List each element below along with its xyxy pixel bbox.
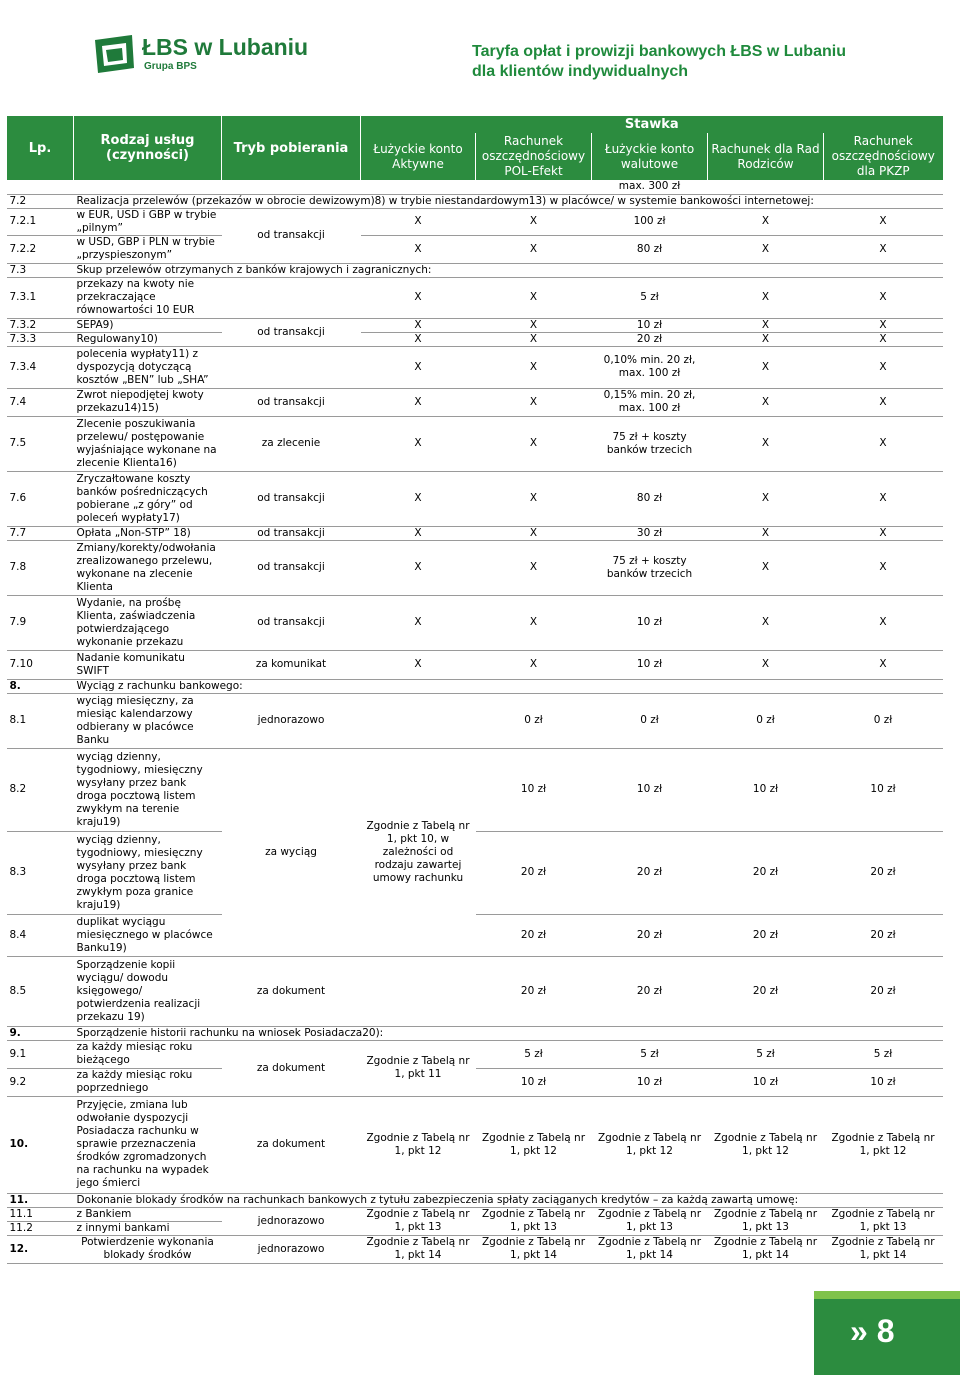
cell-value: X: [708, 235, 824, 263]
cell-value: 10 zł: [476, 1068, 592, 1096]
row-mode: jednorazowo: [222, 1235, 361, 1263]
cell-value: 80 zł: [592, 471, 708, 526]
page-number-box: [814, 1291, 960, 1375]
row-mode: jednorazowo: [222, 1207, 361, 1235]
cell-value: Zgodnie z Tabelą nr 1, pkt 12: [708, 1096, 824, 1193]
cell-value: 20 zł: [824, 831, 943, 914]
table-row: [7, 1207, 943, 1221]
cell-value: Zgodnie z Tabelą nr 1, pkt 14: [592, 1235, 708, 1263]
cell-value: X: [476, 388, 592, 416]
cell-value: X: [824, 332, 943, 346]
cell-value: X: [824, 346, 943, 388]
row-lp: 7.2.2: [7, 235, 74, 263]
cell-value: 10 zł: [824, 748, 943, 831]
table-row: [7, 956, 943, 1026]
cell-value: Zgodnie z Tabelą nr 1, pkt 13: [476, 1207, 592, 1235]
cell-value: 100 zł: [592, 208, 708, 235]
row-name: Zwrot niepodjętej kwoty przekazu14)15): [74, 388, 222, 416]
row-name: Zryczałtowane koszty banków pośredniczących pobierane „z góry” od poleceń wypłaty17): [74, 471, 222, 526]
section-row: [7, 679, 943, 693]
cell-value: X: [361, 388, 476, 416]
cell-value: 10 zł: [592, 595, 708, 650]
bank-logo-icon: [92, 32, 138, 76]
cell-value: 10 zł: [708, 1068, 824, 1096]
cell-value: 5 zł: [592, 277, 708, 318]
cell-value: X: [361, 416, 476, 471]
cell-value: X: [361, 332, 476, 346]
cell-value: X: [708, 332, 824, 346]
row-lp: 11.2: [7, 1221, 74, 1235]
row-name: wyciąg dzienny, tygodniowy, miesięczny wysyłany przez bank droga pocztową listem zwykłym na terenie kraju19): [74, 748, 222, 831]
cell-value: 20 zł: [708, 956, 824, 1026]
table-row: [7, 693, 943, 748]
cell-value: 75 zł + koszty banków trzecich: [592, 540, 708, 595]
cell-value: X: [361, 471, 476, 526]
cell-value: X: [361, 540, 476, 595]
cell-value: 5 zł: [476, 1040, 592, 1068]
cell-value: X: [476, 595, 592, 650]
cell-value: 0,15% min. 20 zł, max. 100 zł: [592, 388, 708, 416]
cell-value: X: [824, 416, 943, 471]
brand-group: Grupa BPS: [144, 61, 197, 72]
cell-value: 20 zł: [592, 831, 708, 914]
row-lp: 7.10: [7, 650, 74, 679]
cell-value: X: [708, 471, 824, 526]
row-lp: 9.: [7, 1026, 74, 1040]
cell-value: 20 zł: [476, 956, 592, 1026]
cell-value: 5 zł: [592, 1040, 708, 1068]
cell-value: 20 zł: [592, 332, 708, 346]
cell-value: 0 zł: [708, 693, 824, 748]
header-col-4: Rachunek dla Rad Rodziców: [708, 133, 824, 180]
page-number: » 8: [850, 1313, 895, 1349]
cell-value: 75 zł + koszty banków trzecich: [592, 416, 708, 471]
cell-value: X: [361, 595, 476, 650]
row-lp: 11.1: [7, 1207, 74, 1221]
cell-value: 80 zł: [592, 235, 708, 263]
cell-value: X: [824, 526, 943, 540]
cell-value: X: [708, 416, 824, 471]
cell-value: Zgodnie z Tabelą nr 1, pkt 14: [361, 1235, 476, 1263]
table-row: [7, 471, 943, 526]
cell-value: 10 zł: [592, 748, 708, 831]
section-title: Sporządzenie historii rachunku na wniosek Posiadacza20):: [74, 1026, 943, 1040]
cell-value: Zgodnie z Tabelą nr 1, pkt 13: [824, 1207, 943, 1235]
cell-value: X: [708, 277, 824, 318]
row-lp: 7.8: [7, 540, 74, 595]
table-row: [7, 1096, 943, 1193]
cell-value: X: [824, 235, 943, 263]
row-lp: 7.2: [7, 194, 74, 208]
cell-value: X: [361, 235, 476, 263]
cell-value: 10 zł: [824, 1068, 943, 1096]
cell-value: X: [708, 388, 824, 416]
section-row: [7, 263, 943, 277]
row-name: SEPA9): [74, 318, 222, 332]
row-lp: 8.5: [7, 956, 74, 1026]
cell-value: X: [708, 346, 824, 388]
row-name: Opłata „Non-STP” 18): [74, 526, 222, 540]
row-mode: od transakcji: [222, 471, 361, 526]
title-line-1: Taryfa opłat i prowizji bankowych ŁBS w Lubaniu: [472, 43, 846, 60]
row-lp: 7.5: [7, 416, 74, 471]
header-stawka: Stawka: [361, 116, 943, 133]
row-lp: 12.: [7, 1235, 74, 1263]
cell-value: 20 zł: [708, 914, 824, 956]
cell-value: Zgodnie z Tabelą nr 1, pkt 14: [476, 1235, 592, 1263]
cell-value: X: [708, 526, 824, 540]
table-row: [7, 748, 943, 831]
table-row: [7, 650, 943, 679]
cell-value: X: [361, 526, 476, 540]
table-row: [7, 318, 943, 332]
cell-value: Zgodnie z Tabelą nr 1, pkt 14: [824, 1235, 943, 1263]
cell-value: 0,10% min. 20 zł, max. 100 zł: [592, 346, 708, 388]
table-row: [7, 595, 943, 650]
table-row: [7, 540, 943, 595]
row-name: za każdy miesiąc roku bieżącego: [74, 1040, 222, 1068]
header-col-5: Rachunek oszczędnościowy dla PKZP: [824, 133, 943, 180]
header-col-3: Łużyckie konto walutowe: [592, 133, 708, 180]
row-name: z innymi bankami: [74, 1221, 222, 1235]
table-row: [7, 346, 943, 388]
row-lp: 7.3.3: [7, 332, 74, 346]
row-name: Przyjęcie, zmiana lub odwołanie dyspozycji Posiadacza rachunku w sprawie przeznaczenia środków zgromadzonych na rachunku na wypadek jego śmierci: [74, 1096, 222, 1193]
section-title: Realizacja przelewów (przekazów w obrocie dewizowym)8) w trybie niestandardowym13) w placówce/ w systemie bankowości internetowej:: [74, 194, 943, 208]
section-title: Wyciąg z rachunku bankowego:: [74, 679, 943, 693]
cell-value: X: [476, 540, 592, 595]
section-title: Dokonanie blokady środków na rachunkach bankowych z tytułu zabezpieczenia spłaty zaciąganych kredytów – za każdą zawartą umowę:: [74, 1193, 943, 1207]
row-name: Nadanie komunikatu SWIFT: [74, 650, 222, 679]
cell-value: 20 zł: [592, 914, 708, 956]
row-name: przekazy na kwoty nie przekraczające równowartości 10 EUR: [74, 277, 222, 318]
row-lp: 7.2.1: [7, 208, 74, 235]
header-lp: Lp.: [7, 116, 74, 180]
row-name: z Bankiem: [74, 1207, 222, 1221]
title-line-2: dla klientów indywidualnych: [472, 63, 689, 80]
table-row: [7, 332, 943, 346]
cell-value: X: [476, 235, 592, 263]
table-row: [7, 416, 943, 471]
row-lp: 8.1: [7, 693, 74, 748]
row-mode: od transakcji: [222, 388, 361, 416]
section-row: [7, 1026, 943, 1040]
cell-value: Zgodnie z Tabelą nr 1, pkt 13: [708, 1207, 824, 1235]
header-col-1: Łużyckie konto Aktywne: [361, 133, 476, 180]
cell-value: Zgodnie z Tabelą nr 1, pkt 10, w zależności od rodzaju zawartej umowy rachunku: [361, 748, 476, 956]
cell-value: 20 zł: [592, 956, 708, 1026]
tariff-table: [6, 116, 943, 1264]
row-lp: 7.3.2: [7, 318, 74, 332]
document-title: [472, 42, 846, 82]
cell-value: X: [476, 332, 592, 346]
table-row: [7, 526, 943, 540]
row-name: Sporządzenie kopii wyciągu/ dowodu księgowego/ potwierdzenia realizacji przekazu 19): [74, 956, 222, 1026]
row-mode: od transakcji: [222, 208, 361, 263]
cell-value: Zgodnie z Tabelą nr 1, pkt 12: [592, 1096, 708, 1193]
row-mode: za zlecenie: [222, 416, 361, 471]
row-lp: 7.3: [7, 263, 74, 277]
row-lp: 8.4: [7, 914, 74, 956]
row-name: Zmiany/korekty/odwołania zrealizowanego przelewu, wykonane na zlecenie Klienta: [74, 540, 222, 595]
row-mode: za dokument: [222, 1096, 361, 1193]
brand-name: ŁBS w Lubaniu: [142, 34, 309, 60]
row-mode: za komunikat: [222, 650, 361, 679]
row-name: Zlecenie poszukiwania przelewu/ postępowanie wyjaśniające wykonane na zlecenie Klienta16): [74, 416, 222, 471]
cell-value: 20 zł: [824, 914, 943, 956]
row-mode: jednorazowo: [222, 693, 361, 748]
section-row: [7, 194, 943, 208]
cell-value: X: [361, 208, 476, 235]
page-box-accent: [814, 1291, 960, 1299]
cell-value: 10 zł: [592, 1068, 708, 1096]
cell-value: X: [476, 208, 592, 235]
cell-value: Zgodnie z Tabelą nr 1, pkt 12: [476, 1096, 592, 1193]
cell-value: X: [476, 416, 592, 471]
row-lp: 7.4: [7, 388, 74, 416]
cell-value: Zgodnie z Tabelą nr 1, pkt 12: [361, 1096, 476, 1193]
cell-value: 10 zł: [708, 748, 824, 831]
cell-value: 0 zł: [476, 693, 592, 748]
cell-value: 10 zł: [592, 318, 708, 332]
header-rodzaj: Rodzaj usług (czynności): [74, 116, 222, 180]
cell-value: 20 zł: [476, 831, 592, 914]
cell-value: 30 zł: [592, 526, 708, 540]
table-row: [7, 180, 943, 194]
table-row: [7, 235, 943, 263]
cell-value: X: [824, 318, 943, 332]
row-name: Regulowany10): [74, 332, 222, 346]
row-lp: 7.3.4: [7, 346, 74, 388]
cell-value: Zgodnie z Tabelą nr 1, pkt 13: [592, 1207, 708, 1235]
section-title: Skup przelewów otrzymanych z banków krajowych i zagranicznych:: [74, 263, 943, 277]
row-name: Wydanie, na prośbę Klienta, zaświadczenia potwierdzającego wykonanie przekazu: [74, 595, 222, 650]
row-lp: 11.: [7, 1193, 74, 1207]
row-mode: od transakcji: [222, 526, 361, 540]
cell-value: X: [476, 277, 592, 318]
cell-value: max. 300 zł: [592, 180, 708, 194]
cell-value: X: [476, 526, 592, 540]
cell-value: X: [708, 318, 824, 332]
cell-value: X: [708, 650, 824, 679]
brand-logo: [92, 32, 312, 76]
table-row: [7, 208, 943, 235]
cell-value: X: [476, 650, 592, 679]
cell-value: X: [476, 471, 592, 526]
cell-value: X: [824, 595, 943, 650]
cell-value: X: [824, 471, 943, 526]
row-mode: za wyciąg: [222, 748, 361, 956]
cell-value: X: [476, 346, 592, 388]
table-row: [7, 277, 943, 318]
cell-value: 0 zł: [592, 693, 708, 748]
row-lp: 8.2: [7, 748, 74, 831]
cell-value: 5 zł: [824, 1040, 943, 1068]
row-lp: 8.3: [7, 831, 74, 914]
cell-value: X: [824, 540, 943, 595]
cell-value: X: [476, 318, 592, 332]
cell-value: 20 zł: [824, 956, 943, 1026]
header-tryb: Tryb pobierania: [222, 116, 361, 180]
row-lp: 7.6: [7, 471, 74, 526]
row-name: w EUR, USD i GBP w trybie „pilnym”: [74, 208, 222, 235]
cell-value: X: [824, 277, 943, 318]
section-row: [7, 1193, 943, 1207]
cell-value: 5 zł: [708, 1040, 824, 1068]
table-row: [7, 388, 943, 416]
row-name: Potwierdzenie wykonania blokady środków: [74, 1235, 222, 1263]
row-lp: 7.3.1: [7, 277, 74, 318]
row-name: polecenia wypłaty11) z dyspozycją dotyczącą kosztów „BEN” lub „SHA”: [74, 346, 222, 388]
row-mode: od transakcji: [222, 318, 361, 346]
table-row: [7, 1235, 943, 1263]
table-row: [7, 831, 943, 914]
row-lp: 7.7: [7, 526, 74, 540]
header-col-2: Rachunek oszczędnościowy POL-Efekt: [476, 133, 592, 180]
row-name: wyciąg miesięczny, za miesiąc kalendarzowy odbierany w placówce Banku: [74, 693, 222, 748]
table-row: [7, 1040, 943, 1068]
row-mode: za dokument: [222, 956, 361, 1026]
cell-value: Zgodnie z Tabelą nr 1, pkt 13: [361, 1207, 476, 1235]
cell-value: X: [824, 650, 943, 679]
row-name: za każdy miesiąc roku poprzedniego: [74, 1068, 222, 1096]
row-mode: od transakcji: [222, 540, 361, 595]
cell-value: X: [361, 277, 476, 318]
cell-value: 10 zł: [476, 748, 592, 831]
row-lp: 7.9: [7, 595, 74, 650]
cell-value: X: [361, 650, 476, 679]
row-mode: od transakcji: [222, 595, 361, 650]
cell-value: 0 zł: [824, 693, 943, 748]
cell-value: X: [824, 388, 943, 416]
row-mode: za dokument: [222, 1040, 361, 1096]
table-row: [7, 914, 943, 956]
row-name: wyciąg dzienny, tygodniowy, miesięczny wysyłany przez bank droga pocztową listem zwykłym poza granice kraju19): [74, 831, 222, 914]
cell-value: X: [361, 318, 476, 332]
table-row: [7, 1068, 943, 1096]
cell-value: 20 zł: [476, 914, 592, 956]
cell-value: Zgodnie z Tabelą nr 1, pkt 12: [824, 1096, 943, 1193]
row-name: duplikat wyciągu miesięcznego w placówce Banku19): [74, 914, 222, 956]
cell-value: 20 zł: [708, 831, 824, 914]
cell-value: X: [708, 208, 824, 235]
cell-value: X: [361, 346, 476, 388]
cell-value: X: [824, 208, 943, 235]
row-lp: 8.: [7, 679, 74, 693]
row-lp: 10.: [7, 1096, 74, 1193]
cell-value: Zgodnie z Tabelą nr 1, pkt 11: [361, 1040, 476, 1096]
cell-value: 10 zł: [592, 650, 708, 679]
cell-value: X: [708, 595, 824, 650]
row-name: w USD, GBP i PLN w trybie „przyspieszonym”: [74, 235, 222, 263]
row-lp: 9.2: [7, 1068, 74, 1096]
row-lp: 9.1: [7, 1040, 74, 1068]
cell-value: Zgodnie z Tabelą nr 1, pkt 14: [708, 1235, 824, 1263]
cell-value: X: [708, 540, 824, 595]
